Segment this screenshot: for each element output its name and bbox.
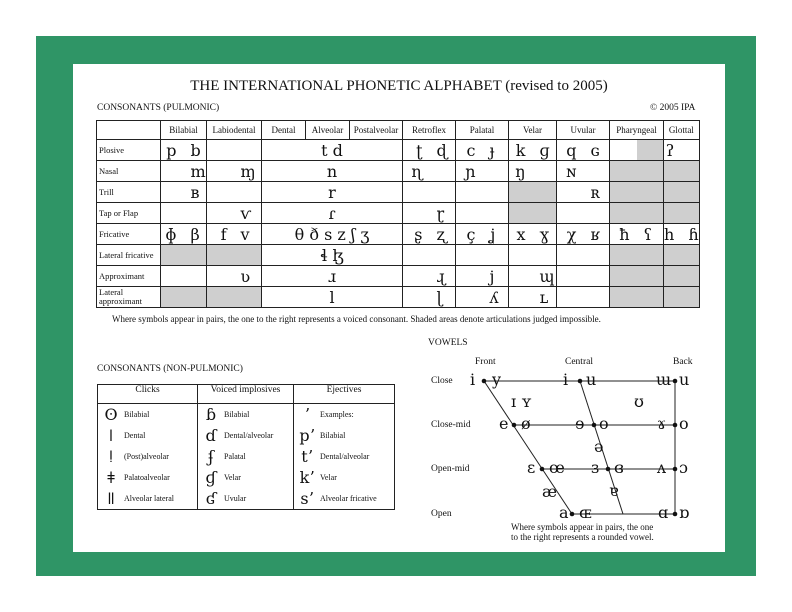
consonant-cell — [533, 161, 557, 182]
copyright: © 2005 IPA — [650, 103, 696, 113]
vowel-row-close: Close — [431, 376, 453, 386]
consonant-cell — [681, 140, 699, 161]
np-symbol: ǂ — [107, 468, 115, 487]
consonant-cell: ʙ — [184, 182, 207, 203]
vowel: ɪ ʏ — [511, 392, 532, 411]
consonant-cell — [664, 245, 682, 266]
vowel: ɨ — [563, 370, 569, 389]
np-symbol: ɓ — [205, 405, 217, 424]
consonant-cell: ʀ — [584, 182, 610, 203]
np-item — [294, 446, 394, 467]
consonant-cell: p — [161, 140, 184, 161]
col-header: Palatal — [456, 121, 509, 140]
consonant-cell — [161, 182, 184, 203]
np-symbol: sʼ — [300, 489, 314, 508]
consonant-cell — [681, 245, 699, 266]
vowel: ʌ — [657, 458, 667, 477]
np-item — [294, 488, 394, 509]
vowel: o — [679, 414, 689, 433]
vowel-col-back: Back — [673, 357, 693, 367]
pulmonic-row — [97, 161, 700, 182]
row-label: Lateral approximant — [97, 287, 161, 308]
pulmonic-row — [97, 245, 700, 266]
np-label: Velar — [320, 473, 337, 482]
consonant-cell — [161, 245, 184, 266]
consonant-cell — [483, 245, 509, 266]
np-header-ejectives: Ejectives — [294, 385, 395, 404]
consonant-cell — [664, 203, 682, 224]
np-item — [294, 467, 394, 488]
consonant-cell: l — [262, 287, 403, 308]
consonant-cell: ɰ — [533, 266, 557, 287]
vowel-chart — [425, 350, 725, 550]
consonant-cell: ɾ — [262, 203, 403, 224]
section-nonpulmonic-heading: CONSONANTS (NON-PULMONIC) — [97, 364, 243, 374]
vowel: ɘ — [575, 414, 585, 433]
implosives-column — [198, 404, 294, 510]
consonant-cell — [184, 287, 207, 308]
np-symbol: ʛ — [205, 489, 217, 508]
consonant-cell — [403, 266, 430, 287]
consonant-cell — [584, 203, 610, 224]
np-item — [98, 404, 197, 425]
consonant-cell: j — [483, 266, 509, 287]
consonant-cell — [456, 182, 483, 203]
consonant-cell: ʐ — [430, 224, 456, 245]
consonant-cell — [610, 140, 637, 161]
consonant-cell: q — [557, 140, 584, 161]
consonant-cell — [207, 182, 234, 203]
consonant-cell: ɸ — [161, 224, 184, 245]
consonant-cell — [403, 203, 430, 224]
consonant-cell — [207, 287, 234, 308]
pulmonic-row — [97, 182, 700, 203]
np-label: Uvular — [224, 494, 247, 503]
consonant-cell — [533, 203, 557, 224]
consonant-cell — [584, 287, 610, 308]
pulmonic-header-row — [97, 121, 700, 140]
consonant-cell: ⱱ — [234, 203, 262, 224]
consonant-cell — [161, 287, 184, 308]
np-symbol: ǀ — [108, 426, 114, 445]
consonant-cell: b — [184, 140, 207, 161]
consonant-cell — [509, 287, 533, 308]
consonant-cell — [184, 266, 207, 287]
row-label: Approximant — [97, 266, 161, 287]
np-item — [294, 404, 394, 425]
consonant-cell — [483, 161, 509, 182]
pulmonic-row — [97, 287, 700, 308]
np-symbol: kʼ — [299, 468, 315, 487]
consonant-cell: ʟ — [533, 287, 557, 308]
np-item — [294, 425, 394, 446]
consonant-cell: ɢ — [584, 140, 610, 161]
vowel: u — [679, 370, 690, 389]
row-label: Tap or Flap — [97, 203, 161, 224]
vowel: ɯ — [656, 370, 672, 389]
consonant-cell — [637, 203, 664, 224]
row-label: Fricative — [97, 224, 161, 245]
pulmonic-table — [96, 120, 700, 308]
consonant-cell — [234, 287, 262, 308]
consonant-cell — [533, 245, 557, 266]
consonant-cell: ɻ — [430, 266, 456, 287]
consonant-cell: ɦ — [681, 224, 699, 245]
consonant-cell — [509, 203, 533, 224]
vowel: ɑ — [658, 503, 669, 522]
consonant-cell — [610, 182, 637, 203]
consonant-cell: ɡ — [533, 140, 557, 161]
consonant-cell: ʔ — [664, 140, 682, 161]
consonant-cell — [430, 182, 456, 203]
np-symbol: ǃ — [108, 447, 114, 466]
consonant-cell — [664, 287, 682, 308]
consonant-cell — [584, 245, 610, 266]
consonant-cell — [610, 287, 637, 308]
consonant-cell: ɴ — [557, 161, 584, 182]
consonant-cell — [456, 287, 483, 308]
corner-header — [97, 121, 161, 140]
vowel: ø — [521, 414, 531, 433]
consonant-cell: ɭ — [430, 287, 456, 308]
np-label: (Post)alveolar — [124, 452, 169, 461]
consonant-cell — [184, 245, 207, 266]
consonant-cell — [184, 203, 207, 224]
col-header: Labiodental — [207, 121, 262, 140]
vowel: y — [492, 370, 502, 389]
consonant-cell — [430, 161, 456, 182]
consonant-cell — [509, 182, 533, 203]
col-header: Uvular — [557, 121, 610, 140]
consonant-cell: ɟ — [483, 140, 509, 161]
consonant-cell: ɲ — [456, 161, 483, 182]
ejectives-column — [294, 404, 395, 510]
pulmonic-row — [97, 140, 700, 161]
np-symbol: ǁ — [107, 489, 115, 508]
vowel: ɶ — [579, 503, 592, 522]
consonant-cell — [207, 245, 234, 266]
np-label: Examples: — [320, 410, 354, 419]
consonant-cell: ɣ — [533, 224, 557, 245]
consonant-cell — [681, 266, 699, 287]
col-header: Alveolar — [306, 121, 350, 140]
np-item — [98, 446, 197, 467]
consonant-cell: ʂ — [403, 224, 430, 245]
pulmonic-row — [97, 224, 700, 245]
col-header: Postalveolar — [350, 121, 403, 140]
vowel: ɐ — [609, 481, 619, 500]
consonant-cell — [637, 266, 664, 287]
consonant-cell — [234, 140, 262, 161]
vowel: e — [499, 414, 509, 433]
consonant-cell — [681, 182, 699, 203]
consonant-cell — [456, 245, 483, 266]
row-label: Trill — [97, 182, 161, 203]
np-label: Bilabial — [124, 410, 150, 419]
vowel-col-front: Front — [475, 357, 496, 367]
row-label: Lateral fricative — [97, 245, 161, 266]
nonpulmonic-table — [97, 384, 395, 510]
col-header: Retroflex — [403, 121, 456, 140]
consonant-cell: c — [456, 140, 483, 161]
col-header: Velar — [509, 121, 557, 140]
consonant-cell: ɬ ɮ — [262, 245, 403, 266]
vowel: ɒ — [679, 503, 690, 522]
np-symbol: ʘ — [104, 405, 118, 424]
pulmonic-row — [97, 203, 700, 224]
np-item — [198, 425, 293, 446]
consonant-cell — [681, 161, 699, 182]
np-symbol: ʄ — [208, 447, 214, 466]
np-item — [198, 446, 293, 467]
vowel-col-central: Central — [565, 357, 593, 367]
consonant-cell — [557, 182, 584, 203]
vowel: a — [559, 503, 569, 522]
vowel-row-open: Open — [431, 509, 452, 519]
np-label: Dental/alveolar — [224, 431, 274, 440]
consonant-cell — [610, 203, 637, 224]
consonant-cell — [161, 203, 184, 224]
consonant-cell: ɽ — [430, 203, 456, 224]
consonant-cell: ʈ — [403, 140, 430, 161]
consonant-cell — [509, 266, 533, 287]
consonant-cell — [584, 266, 610, 287]
np-label: Bilabial — [224, 410, 250, 419]
consonant-cell: ʕ — [637, 224, 664, 245]
vowel: ɔ — [679, 458, 688, 477]
consonant-cell — [557, 245, 584, 266]
vowel: i — [470, 370, 476, 389]
np-label: Dental — [124, 431, 146, 440]
consonant-cell — [456, 266, 483, 287]
consonant-cell: ɖ — [430, 140, 456, 161]
consonant-cell: h — [664, 224, 682, 245]
np-label: Bilabial — [320, 431, 346, 440]
consonant-cell: f — [207, 224, 234, 245]
np-symbol: pʼ — [299, 426, 315, 445]
consonant-cell: ʋ — [234, 266, 262, 287]
col-header: Pharyngeal — [610, 121, 664, 140]
consonant-cell — [584, 161, 610, 182]
consonant-cell — [557, 287, 584, 308]
np-item — [198, 467, 293, 488]
consonant-cell — [207, 266, 234, 287]
consonant-cell: ħ — [610, 224, 637, 245]
consonant-cell — [456, 203, 483, 224]
consonant-cell — [533, 182, 557, 203]
np-item — [198, 488, 293, 509]
np-label: Palatal — [224, 452, 246, 461]
consonant-cell — [509, 245, 533, 266]
np-label: Alveolar lateral — [124, 494, 174, 503]
vowel: ə — [594, 437, 604, 456]
consonant-cell — [610, 245, 637, 266]
vowel: æ — [542, 482, 558, 501]
vowel: ɜ — [591, 458, 600, 477]
consonant-cell — [637, 140, 664, 161]
vowel: ɤ — [657, 414, 667, 433]
np-symbol: ɗ — [205, 426, 217, 445]
consonant-cell — [207, 161, 234, 182]
np-label: Velar — [224, 473, 241, 482]
consonant-cell — [161, 161, 184, 182]
vowel: œ — [549, 458, 565, 477]
row-label: Plosive — [97, 140, 161, 161]
consonant-cell: t d — [262, 140, 403, 161]
vowel-footnote-line2: to the right represents a rounded vowel. — [511, 532, 654, 542]
consonant-cell — [483, 203, 509, 224]
consonant-cell — [664, 161, 682, 182]
pulmonic-row — [97, 266, 700, 287]
consonant-cell: ɱ — [234, 161, 262, 182]
consonant-cell: θ ð s z ʃ ʒ — [262, 224, 403, 245]
np-item — [98, 488, 197, 509]
col-header: Bilabial — [161, 121, 207, 140]
consonant-cell — [161, 266, 184, 287]
np-item — [198, 404, 293, 425]
consonant-cell — [207, 140, 234, 161]
vowel: ʊ — [634, 392, 644, 411]
consonant-cell: ʝ — [483, 224, 509, 245]
vowel-row-open-mid: Open-mid — [431, 464, 470, 474]
consonant-cell: ɹ — [262, 266, 403, 287]
clicks-column — [98, 404, 198, 510]
consonant-cell — [234, 245, 262, 266]
consonant-cell — [637, 287, 664, 308]
consonant-cell — [681, 287, 699, 308]
pulmonic-footnote: Where symbols appear in pairs, the one to the right represents a voiced consonant. Shaded areas denote articulations judged impossible. — [112, 314, 601, 324]
consonant-cell: r — [262, 182, 403, 203]
consonant-cell — [637, 245, 664, 266]
section-pulmonic-heading: CONSONANTS (PULMONIC) — [97, 103, 220, 113]
vowel: ɵ — [599, 414, 609, 433]
consonant-cell: m — [184, 161, 207, 182]
np-header-implosives: Voiced implosives — [198, 385, 294, 404]
np-item — [98, 467, 197, 488]
vowel: ʉ — [586, 370, 597, 389]
consonant-cell — [637, 182, 664, 203]
consonant-cell — [403, 245, 430, 266]
consonant-cell — [403, 182, 430, 203]
col-header: Dental — [262, 121, 306, 140]
consonant-cell: n — [262, 161, 403, 182]
consonant-cell: ʎ — [483, 287, 509, 308]
consonant-cell: x — [509, 224, 533, 245]
np-label: Dental/alveolar — [320, 452, 370, 461]
consonant-cell — [234, 182, 262, 203]
np-label: Palatoalveolar — [124, 473, 170, 482]
np-item — [98, 425, 197, 446]
consonant-cell — [664, 182, 682, 203]
consonant-cell — [403, 287, 430, 308]
consonant-cell — [557, 203, 584, 224]
consonant-cell: k — [509, 140, 533, 161]
np-symbol: tʼ — [301, 447, 313, 466]
col-header: Glottal — [664, 121, 700, 140]
consonant-cell: ɳ — [403, 161, 430, 182]
consonant-cell: ç — [456, 224, 483, 245]
consonant-cell — [557, 266, 584, 287]
consonant-cell — [664, 266, 682, 287]
consonant-cell — [610, 161, 637, 182]
np-header-clicks: Clicks — [98, 385, 198, 404]
np-symbol: ɠ — [205, 468, 217, 487]
consonant-cell — [681, 203, 699, 224]
consonant-cell — [207, 203, 234, 224]
consonant-cell — [430, 245, 456, 266]
consonant-cell — [610, 266, 637, 287]
consonant-cell — [483, 182, 509, 203]
vowel: ɞ — [614, 458, 624, 477]
consonant-cell: χ — [557, 224, 584, 245]
np-label: Alveolar fricative — [320, 494, 377, 503]
row-label: Nasal — [97, 161, 161, 182]
page-title: THE INTERNATIONAL PHONETIC ALPHABET (revised to 2005) — [190, 78, 608, 94]
consonant-cell: ŋ — [509, 161, 533, 182]
consonant-cell: β — [184, 224, 207, 245]
vowel-row-close-mid: Close-mid — [431, 420, 471, 430]
vowel-footnote-line1: Where symbols appear in pairs, the one — [511, 522, 654, 532]
vowel: ɛ — [527, 458, 536, 477]
consonant-cell: ʁ — [584, 224, 610, 245]
consonant-cell: v — [234, 224, 262, 245]
consonant-cell — [637, 161, 664, 182]
section-vowels-heading: VOWELS — [428, 338, 468, 348]
np-symbol: ʼ — [304, 405, 310, 424]
